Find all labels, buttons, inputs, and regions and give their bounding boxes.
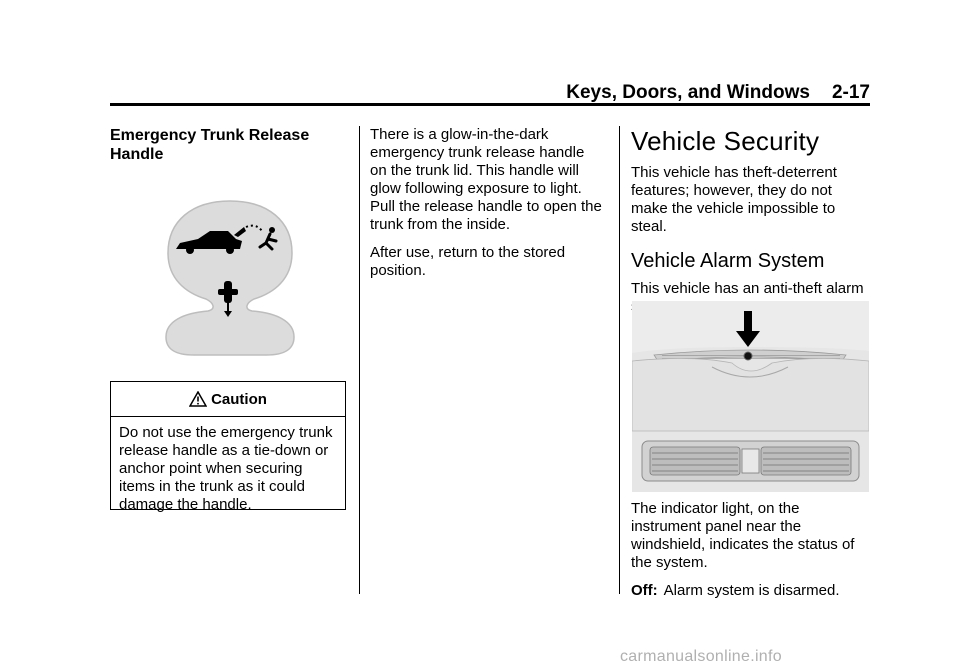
column-2 xyxy=(370,126,604,290)
trunk-release-paragraph: There is a glow-in-the-dark emergency trunk release handle on the trunk lid. This handle will glow following exposure to light. Pull the release handle to open the trunk from the inside. xyxy=(370,126,602,233)
trunk-release-handle-illustration xyxy=(164,197,296,357)
section-title: Keys, Doors, and Windows xyxy=(566,82,810,103)
off-status-row xyxy=(631,582,871,600)
off-label: Off: xyxy=(631,582,658,599)
security-paragraph: This vehicle has theft-deterrent features; however, they do not make the vehicle impossible to steal. xyxy=(631,164,837,235)
caution-body: Do not use the emergency trunk release handle as a tie-down or anchor point when securing items in the trunk as it could damage the handle. xyxy=(119,424,333,513)
column-3-bottom xyxy=(631,500,871,600)
column-divider-2 xyxy=(619,126,620,594)
after-use-paragraph: After use, return to the stored position. xyxy=(370,244,566,279)
column-3 xyxy=(631,128,871,326)
center-vents xyxy=(642,441,859,481)
page-number: 2-17 xyxy=(831,82,870,103)
caution-box xyxy=(110,381,346,513)
off-description: Alarm system is disarmed. xyxy=(663,582,840,599)
caution-title: Caution xyxy=(211,390,267,408)
alarm-system-subtitle: Vehicle Alarm System xyxy=(631,250,825,272)
dashboard-indicator-illustration xyxy=(632,301,869,492)
indicator-paragraph: The indicator light, on the instrument panel near the windshield, indicates the status of the system. xyxy=(631,500,855,571)
indicator-light xyxy=(744,352,752,360)
vehicle-security-title: Vehicle Security xyxy=(631,126,820,156)
column-1 xyxy=(110,126,348,164)
header-rule xyxy=(110,103,870,106)
caution-title-row xyxy=(111,382,345,417)
watermark-text: carmanualsonline.info xyxy=(620,648,782,665)
column-divider-1 xyxy=(359,126,360,594)
trunk-release-heading: Emergency Trunk Release Handle xyxy=(110,127,310,163)
handle-shape xyxy=(166,201,294,355)
warning-triangle-icon xyxy=(189,391,207,407)
page-header xyxy=(110,82,870,104)
alarm-paragraph: This vehicle has an anti-theft alarm xyxy=(631,280,864,297)
